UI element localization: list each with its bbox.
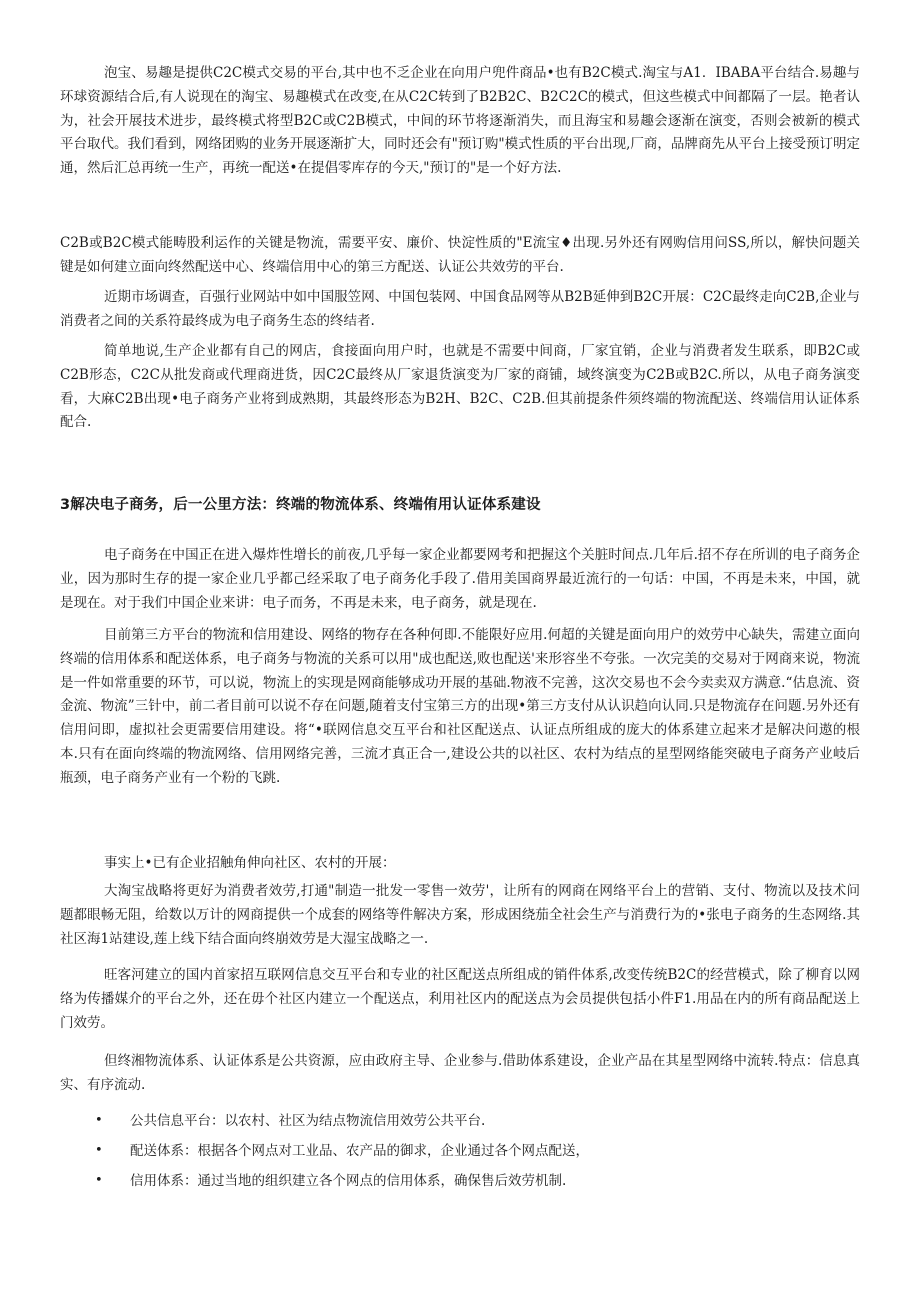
paragraph-1: 泡宝、易趣是提供C2C模式交易的平台,其中也不乏企业在向用户兜件商品•也有B2C模式.淘宝与A1．IBABA平台结合.易趣与环球资源结合后,有人说现在的淘宝、易趣模式在改变,在从C2C转到了B2B2C、B2C2C的模式，但这些模式中间都隔了一层。艳者认为，社会开展技术进步，最终模式将型B2C或C2B模式，中间的环节将逐渐消失，而且海宝和易趣会逐渐在演变，否则会被新的模式平台取代。我们看到，网络团购的业务开展逐渐扩大，同时还会有"预订购"模式性质的平台出现,厂商，品牌商先从平台上接受预订明定通，然后汇总再统一生产，再统一配送•在提倡零库存的今天,"预订的"是一个好方法. bbox=[60, 65, 860, 177]
paragraph-9: 旺客河建立的国内首家招互联网信息交互平台和专业的社区配送点所组成的销件体系,改变传统B2C的经营模式，除了柳育以网络为传播媒介的平台之外，还在毋个社区内建立一个配送点，利用社区内的配送点为会员提供包括小件F1.用品在内的所有商品配送上门效劳。 bbox=[60, 967, 860, 1031]
paragraph-7: 事实上•已有企业招触角伸向社区、农村的开展： bbox=[104, 855, 396, 871]
bullet-icon: • bbox=[95, 1113, 103, 1128]
paragraph-5: 电子商务在中国正在进入爆炸性增长的前夜,几乎每一家企业都要网考和把握这个关脏时间点.几年后.招不存在所训的电子商务企业，因为那时生存的提一家企业几乎都己经采取了电子商务化手段了.借用美国商界最近流行的一句话：中国，不再是未来，中国，就是现在。对于我们中国企业来讲：电子而务，不再是未来，电子商务，就是现在. bbox=[60, 547, 860, 611]
list-item bbox=[60, 1136, 860, 1166]
bullet-icon: • bbox=[95, 1173, 103, 1188]
paragraph-8: 大淘宝战略将更好为消费者效劳,打通"制造一批发一零售一效劳'，让所有的网商在网络平台上的营销、支付、物流以及技术问题都眼畅无阻，给数以万计的网商提供一个成套的网络等件解决方案，形成困绕茄全社会生产与消费行为的•张电子商务的生态网络.其社区海1站建设,莲上线下结合面向终崩效劳是大湿宝战略之一. bbox=[60, 883, 860, 947]
list-item bbox=[60, 1106, 860, 1136]
list-item-text: 信用体系：通过当地的组织建立各个网点的信用体系，确保售后效劳机制. bbox=[130, 1173, 567, 1189]
section-heading: 3解决电子商务，后一公里方法：终端的物流体系、终端侑用认证体系建设 bbox=[60, 497, 541, 513]
bullet-icon: • bbox=[95, 1143, 103, 1158]
paragraph-10: 但终湘物流体系、认证体系是公共资源，应由政府主导、企业参与.借助体系建设，企业产品在其星型网络中流转.特点：信息真实、有序流动. bbox=[60, 1053, 860, 1093]
paragraph-3: 近期市场调查，百强行业网站中如中国服笠网、中国包装网、中国食品网等从B2B延伸到B2C开展：C2C最终走向C2B,企业与消费者之间的关系符最终成为电子商务生态的终结者. bbox=[60, 289, 860, 329]
paragraph-4: 简单地说,生产企业都有自己的网店，食接面向用户时，也就是不需要中间商，厂家宜销，企业与消费者发生联系，即B2C或C2B形态，C2C从批发商或代理商进货，因C2C最终从厂家退货演变为厂家的商铺，域终演变为C2B或B2C.所以，从电子商务演变看，大麻C2B出现•电子商务产业将到成熟期，其最终形态为B2H、B2C、C2B.但其前提条件须终端的物流配送、终端信用认证体系配合. bbox=[60, 343, 860, 431]
paragraph-2: C2B或B2C模式能畴股利运作的关键是物流，需要平安、廉价、快淀性质的"E流宝♦出现.另外还有网购信用问SS,所以，解快问题关键是如何建立面向终然配送中心、终端信用中心的第三方配送、认证公共效劳的平台. bbox=[60, 235, 860, 275]
list-item-text: 配送体系：根据各个网点对工业品、农产品的御求，企业通过各个网点配送， bbox=[130, 1143, 589, 1159]
list-item-text: 公共信息平台：以农村、社区为结点物流信用效劳公共平台. bbox=[130, 1113, 486, 1129]
paragraph-6: 目前第三方平台的物流和信用建设、网络的物存在各种何即.不能限好应用.何超的关键是面向用户的效劳中心缺失，需建立面向终端的信用体系和配送体系，电子商务与物流的关系可以用"成也配送,败也配送'来形容坐不夸张。一次完美的交易对于网商来说，物流是一件如常重要的环节，可以说，物流上的实现是网商能够成功开展的基础.物液不完善，这次交易也不会今卖卖双方满意.“估息流、资金流、物流”三针中，前二者目前可以说不存在问题,随着支付宝第三方的出现•第三方支付从认识趋向认同.只是物流存在问题.另外还有信用问即，虚拟社会更需要信用建设。将“•联网信息交互平台和社区配送点、认证点所组成的庞大的体系建立起来才是解决问遨的根本.只有在面向终端的物流网络、信用网络完善，三流才真正合一,建设公共的以社区、农村为结点的星型网络能突破电子商务产业岐后瓶颈，电子商务产业有一个粉的飞跳. bbox=[60, 627, 860, 786]
bullet-list bbox=[60, 1106, 860, 1196]
list-item bbox=[60, 1166, 860, 1196]
